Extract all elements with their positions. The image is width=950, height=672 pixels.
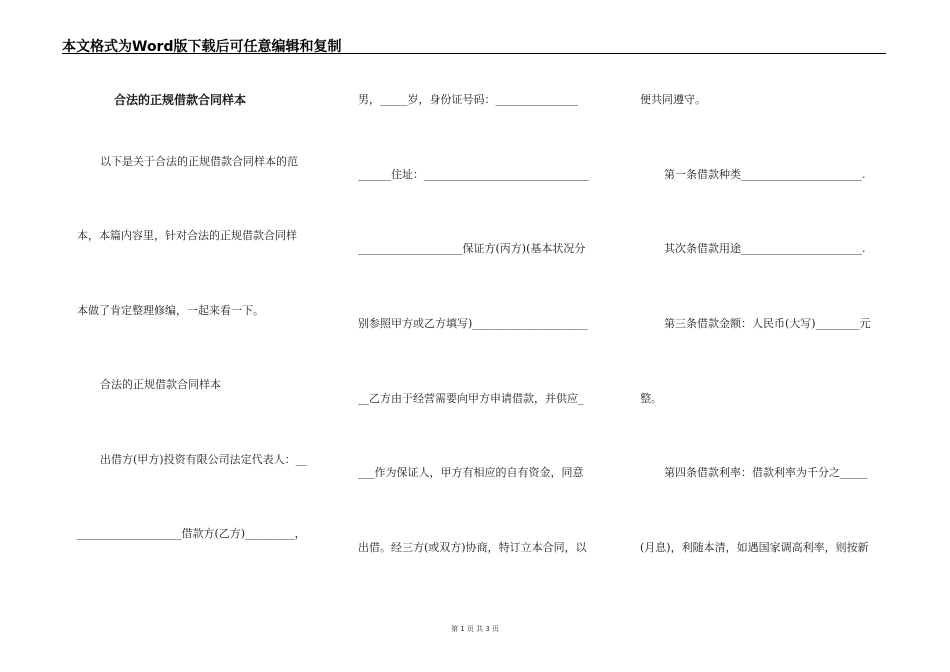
clause-line: 第四条借款利率：借款利率为千分之_____: [664, 466, 868, 479]
paragraph-line: ___作为保证人，甲方有相应的自有资金，同意: [358, 466, 584, 479]
document-header: 本文格式为Word版下载后可任意编辑和复制: [62, 39, 342, 55]
paragraph-line: 本，本篇内容里，针对合法的正规借款合同样: [77, 229, 297, 242]
clause-line: 第一条借款种类______________________.: [664, 168, 866, 181]
paragraph-line: 本做了肯定整理修编，一起来看一下。: [77, 304, 264, 317]
clause-line: 其次条借款用途______________________.: [664, 242, 866, 255]
paragraph-line: 出借方(甲方)投资有限公司法定代表人：__: [100, 453, 307, 466]
header-rule: [62, 53, 886, 54]
paragraph-line: ______住址：______________________________: [358, 168, 589, 181]
paragraph-line: (月息)，利随本清，如遇国家调高利率，则按新: [640, 541, 869, 554]
paragraph-line: 整。: [640, 392, 662, 405]
paragraph-line: __乙方由于经营需要向甲方申请借款，并供应_: [358, 392, 584, 405]
document-title: 合法的正规借款合同样本: [114, 93, 247, 107]
paragraph-line: ___________________保证方(丙方)(基本状况分: [358, 242, 586, 255]
paragraph-line: 男，_____岁，身份证号码：_______________: [358, 93, 578, 106]
clause-line: 第三条借款金额：人民币(大写)________元: [664, 317, 871, 330]
paragraph-line: 出借。经三方(或双方)协商，特订立本合同，以: [358, 541, 587, 554]
page-number: 第 1 页 共 3 页: [450, 625, 500, 633]
paragraph-line: 便共同遵守。: [640, 93, 706, 106]
paragraph-line: ___________________借款方(乙方)_________，: [77, 527, 306, 540]
paragraph-line: 别参照甲方或乙方填写)_____________________: [358, 317, 588, 330]
paragraph-line: 以下是关于合法的正规借款合同样本的范: [100, 155, 298, 168]
section-heading: 合法的正规借款合同样本: [100, 378, 221, 391]
